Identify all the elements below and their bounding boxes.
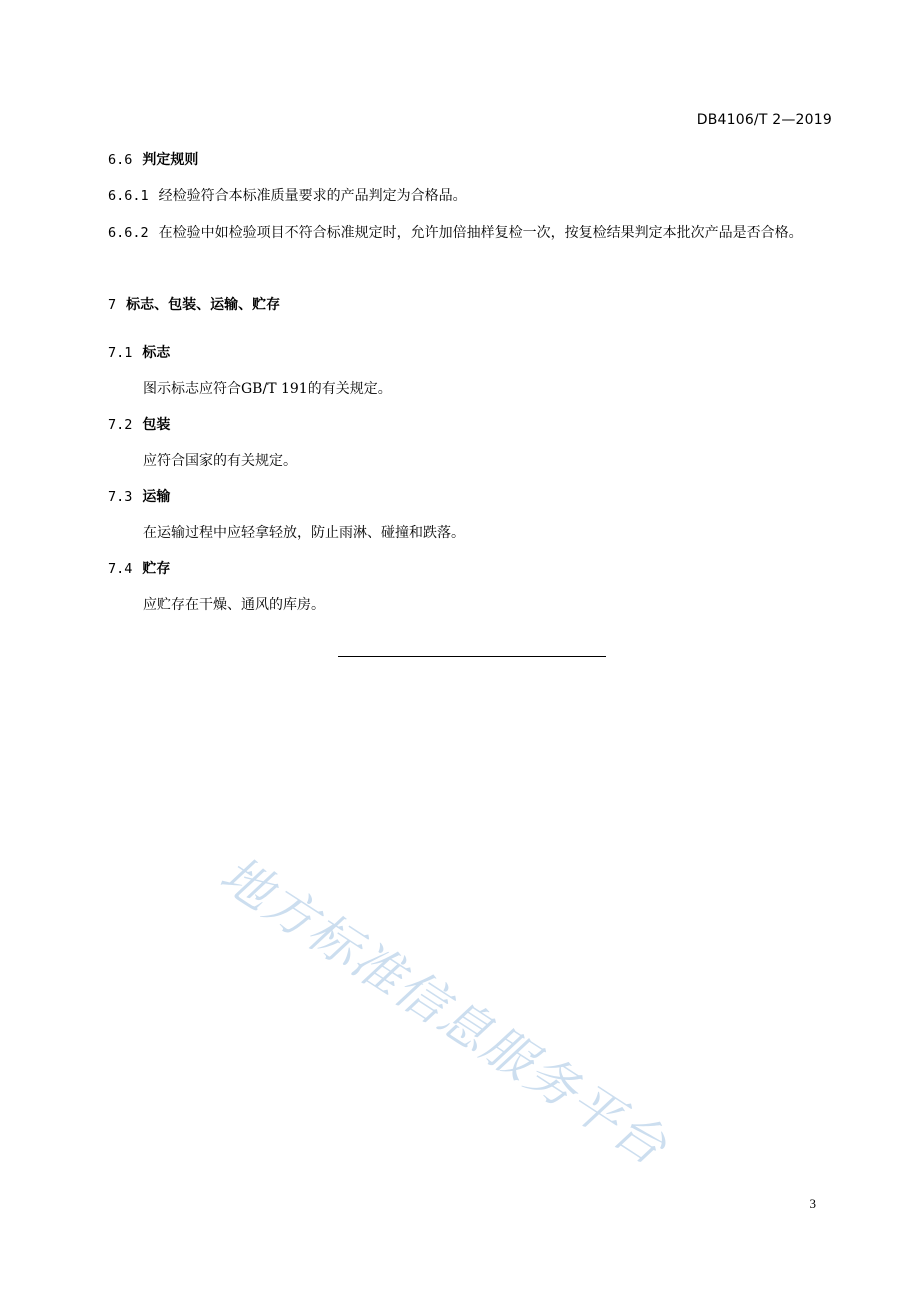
clause-text: 经检验符合本标准质量要求的产品判定为合格品。	[158, 188, 467, 204]
heading-number: 6.6	[108, 152, 133, 168]
heading-number: 7.3	[108, 489, 133, 505]
heading-title: 包装	[142, 417, 171, 433]
body-7-2: 应符合国家的有关规定。	[143, 453, 297, 469]
heading-title: 运输	[142, 489, 171, 505]
page-number: 3	[809, 1196, 816, 1211]
end-of-document-rule	[338, 656, 606, 657]
heading-number: 7.2	[108, 417, 133, 433]
body-7-4: 应贮存在干燥、通风的库房。	[143, 597, 325, 613]
heading-number: 7.4	[108, 561, 133, 577]
body-7-3: 在运输过程中应轻拿轻放，防止雨淋、碰撞和跌落。	[143, 525, 465, 541]
heading-7	[108, 294, 280, 316]
clause-6-6-2	[108, 222, 834, 244]
heading-7-2	[108, 414, 170, 436]
heading-6-6	[108, 149, 198, 171]
body-7-1: 图示标志应符合GB/T 191的有关规定。	[143, 381, 392, 397]
watermark: 地方标准信息服务平台	[210, 845, 678, 1177]
clause-text: 在检验中如检验项目不符合标准规定时，允许加倍抽样复检一次，按复检结果判定本批次产品是否合格。	[158, 225, 803, 241]
heading-number: 7.1	[108, 345, 133, 361]
heading-title: 标志、包装、运输、贮存	[126, 297, 281, 313]
heading-title: 贮存	[142, 561, 171, 577]
heading-7-4	[108, 558, 170, 580]
clause-6-6-1	[108, 185, 467, 207]
heading-title: 判定规则	[142, 152, 199, 168]
heading-7-3	[108, 486, 170, 508]
clause-number: 6.6.2	[108, 225, 149, 241]
heading-title: 标志	[142, 345, 171, 361]
heading-number: 7	[108, 297, 117, 313]
clause-number: 6.6.1	[108, 188, 149, 204]
heading-7-1	[108, 342, 170, 364]
document-code: DB4106/T 2—2019	[696, 112, 832, 128]
